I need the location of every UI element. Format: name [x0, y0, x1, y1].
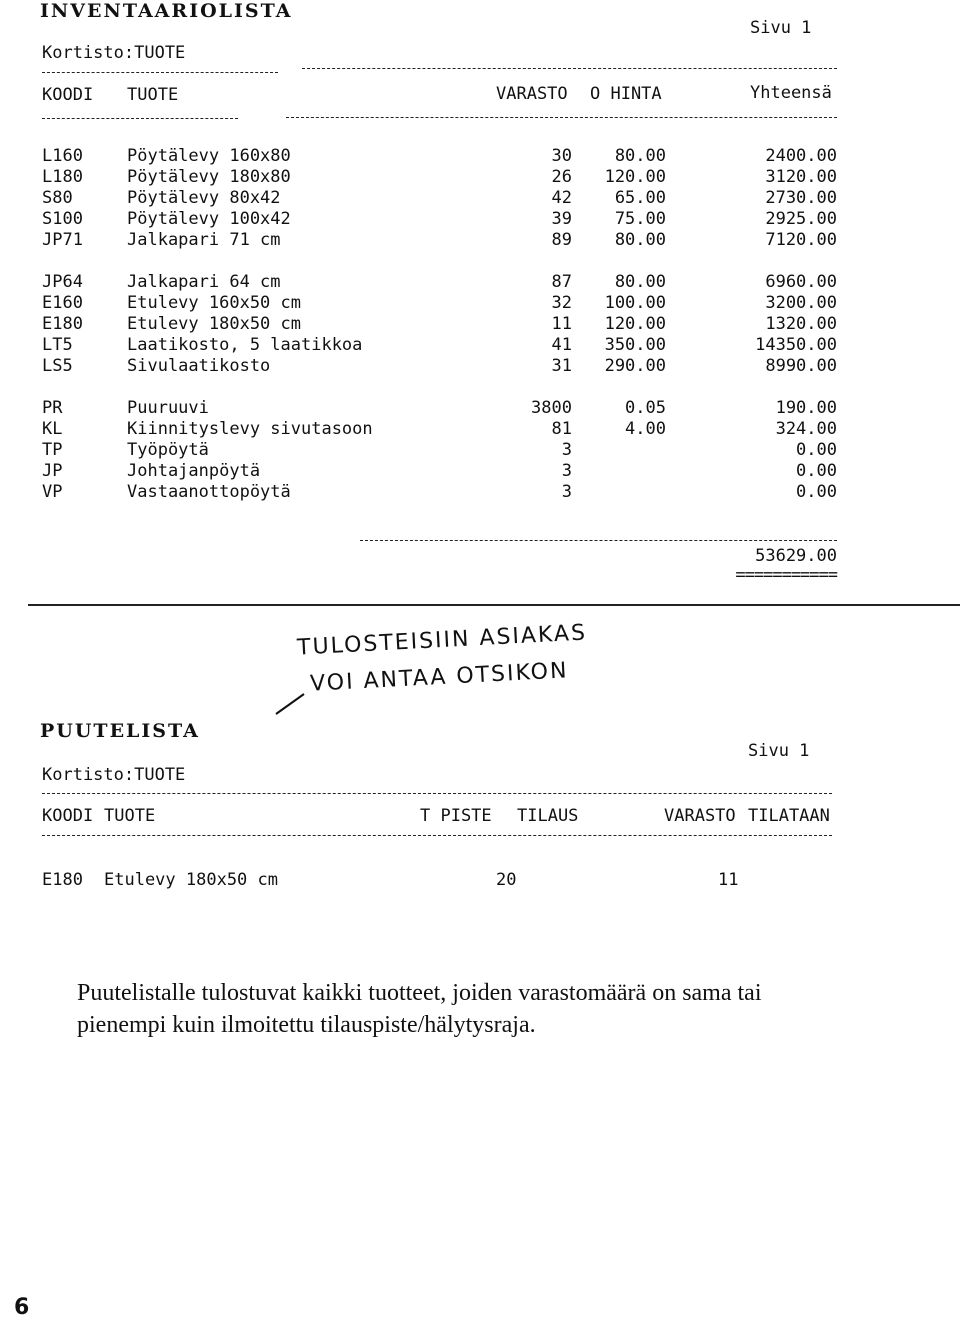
table-row [0, 461, 960, 483]
cell-code: PR [42, 398, 63, 418]
shortage-header-product: TUOTE [104, 806, 156, 826]
table-row [0, 293, 960, 315]
cell-product: Etulevy 160x50 cm [127, 293, 301, 313]
cell-code: E180 [42, 314, 83, 334]
cell-stock: 87 [551, 272, 572, 292]
cell-unit-price: 80.00 [614, 272, 666, 292]
cell-unit-price: 80.00 [614, 146, 666, 166]
section-divider [28, 604, 960, 606]
divider [286, 117, 837, 118]
cell-stock: 3 [561, 482, 572, 502]
shortage-row-code: E180 [42, 870, 83, 890]
table-row [0, 209, 960, 231]
annotation-line-1: TULOSTEISIIN ASIAKAS [296, 620, 588, 661]
cell-code: E160 [42, 293, 83, 313]
cell-stock: 3 [561, 440, 572, 460]
cell-stock: 42 [551, 188, 572, 208]
table-row [0, 482, 960, 504]
cell-total: 8990.00 [765, 356, 837, 376]
cell-product: Jalkapari 71 cm [127, 230, 281, 250]
cell-product: Työpöytä [127, 440, 209, 460]
cell-unit-price: 65.00 [614, 188, 666, 208]
cell-total: 190.00 [775, 398, 837, 418]
cell-product: Pöytälevy 80x42 [127, 188, 281, 208]
cell-stock: 81 [551, 419, 572, 439]
col-header-product: TUOTE [127, 85, 179, 105]
cell-product: Johtajanpöytä [127, 461, 261, 481]
table-row [0, 230, 960, 252]
cell-stock: 89 [551, 230, 572, 250]
shortage-page-label: Sivu 1 [748, 741, 810, 761]
cell-stock: 3 [561, 461, 572, 481]
cell-total: 3120.00 [765, 167, 837, 187]
table-row [0, 188, 960, 210]
divider [42, 72, 278, 73]
cell-product: Pöytälevy 160x80 [127, 146, 291, 166]
divider [42, 793, 832, 794]
cell-stock: 11 [551, 314, 572, 334]
cell-product: Etulevy 180x50 cm [127, 314, 301, 334]
cell-total: 14350.00 [755, 335, 837, 355]
cell-stock: 26 [551, 167, 572, 187]
table-row [0, 314, 960, 336]
col-header-stock: VARASTO [496, 84, 568, 104]
cell-product: Vastaanottopöytä [127, 482, 291, 502]
cell-total: 324.00 [775, 419, 837, 439]
page-number: 6 [14, 1295, 30, 1320]
table-row [0, 440, 960, 462]
cell-product: Pöytälevy 180x80 [127, 167, 291, 187]
inventory-kortisto: Kortisto:TUOTE [42, 43, 186, 63]
shortage-header-order-point: T PISTE [420, 806, 492, 826]
cell-unit-price: 290.00 [604, 356, 666, 376]
cell-stock: 32 [551, 293, 572, 313]
shortage-header-order: TILAUS [517, 806, 579, 826]
cell-code: JP64 [42, 272, 83, 292]
cell-total: 0.00 [796, 482, 837, 502]
cell-unit-price: 100.00 [604, 293, 666, 313]
shortage-kortisto: Kortisto:TUOTE [42, 765, 186, 785]
cell-code: TP [42, 440, 63, 460]
cell-code: KL [42, 419, 63, 439]
cell-code: VP [42, 482, 63, 502]
cell-total: 2730.00 [765, 188, 837, 208]
divider [360, 540, 837, 541]
cell-product: Kiinnityslevy sivutasoon [127, 419, 373, 439]
shortage-header-to-order: TILATAAN [748, 806, 830, 826]
cell-product: Laatikosto, 5 laatikkoa [127, 335, 363, 355]
divider [42, 118, 238, 119]
table-row [0, 356, 960, 378]
table-row [0, 167, 960, 189]
cell-stock: 41 [551, 335, 572, 355]
cell-stock: 30 [551, 146, 572, 166]
table-row [0, 335, 960, 357]
cell-unit-price: 0.05 [625, 398, 666, 418]
cell-total: 1320.00 [765, 314, 837, 334]
cell-total: 0.00 [796, 440, 837, 460]
cell-total: 7120.00 [765, 230, 837, 250]
cell-code: JP71 [42, 230, 83, 250]
cell-total: 2400.00 [765, 146, 837, 166]
shortage-title: PUUTELISTA [40, 720, 200, 742]
cell-code: LS5 [42, 356, 73, 376]
cell-stock: 3800 [531, 398, 572, 418]
cell-product: Jalkapari 64 cm [127, 272, 281, 292]
cell-code: L180 [42, 167, 83, 187]
cell-unit-price: 120.00 [604, 167, 666, 187]
grand-total-underline: =========== [735, 565, 837, 585]
cell-total: 6960.00 [765, 272, 837, 292]
cell-total: 3200.00 [765, 293, 837, 313]
col-header-total: Yhteensä [750, 83, 832, 103]
cell-product: Sivulaatikosto [127, 356, 271, 376]
cell-code: LT5 [42, 335, 73, 355]
divider [42, 835, 832, 836]
cell-unit-price: 80.00 [614, 230, 666, 250]
inventory-page-label: Sivu 1 [750, 18, 812, 38]
shortage-header-stock: VARASTO [664, 806, 736, 826]
cell-unit-price: 120.00 [604, 314, 666, 334]
cell-product: Puuruuvi [127, 398, 209, 418]
caption-line-2: pienempi kuin ilmoitettu tilauspiste/hälytysraja. [77, 1012, 536, 1038]
shortage-row-order-point: 20 [496, 870, 517, 890]
cell-unit-price: 350.00 [604, 335, 666, 355]
col-header-code: KOODI [42, 85, 94, 105]
cell-product: Pöytälevy 100x42 [127, 209, 291, 229]
table-row [0, 146, 960, 168]
table-row [0, 419, 960, 441]
table-row [0, 272, 960, 294]
cell-unit-price: 4.00 [625, 419, 666, 439]
cell-stock: 39 [551, 209, 572, 229]
shortage-header-code: KOODI [42, 806, 94, 826]
caption-line-1: Puutelistalle tulostuvat kaikki tuotteet, joiden varastomäärä on sama tai [77, 980, 762, 1006]
cell-code: L160 [42, 146, 83, 166]
cell-total: 0.00 [796, 461, 837, 481]
cell-code: S80 [42, 188, 73, 208]
cell-code: JP [42, 461, 63, 481]
divider [302, 68, 837, 69]
shortage-row-product: Etulevy 180x50 cm [104, 870, 278, 890]
annotation-arrow-icon [272, 692, 308, 718]
cell-unit-price: 75.00 [614, 209, 666, 229]
shortage-row-stock: 11 [718, 870, 739, 890]
cell-code: S100 [42, 209, 83, 229]
cell-total: 2925.00 [765, 209, 837, 229]
table-row [0, 398, 960, 420]
grand-total: 53629.00 [755, 546, 837, 566]
cell-stock: 31 [551, 356, 572, 376]
annotation-line-2: VOI ANTAA OTSIKON [309, 658, 570, 697]
col-header-unit-price: O HINTA [590, 84, 662, 104]
inventory-title: INVENTAARIOLISTA [40, 0, 293, 22]
